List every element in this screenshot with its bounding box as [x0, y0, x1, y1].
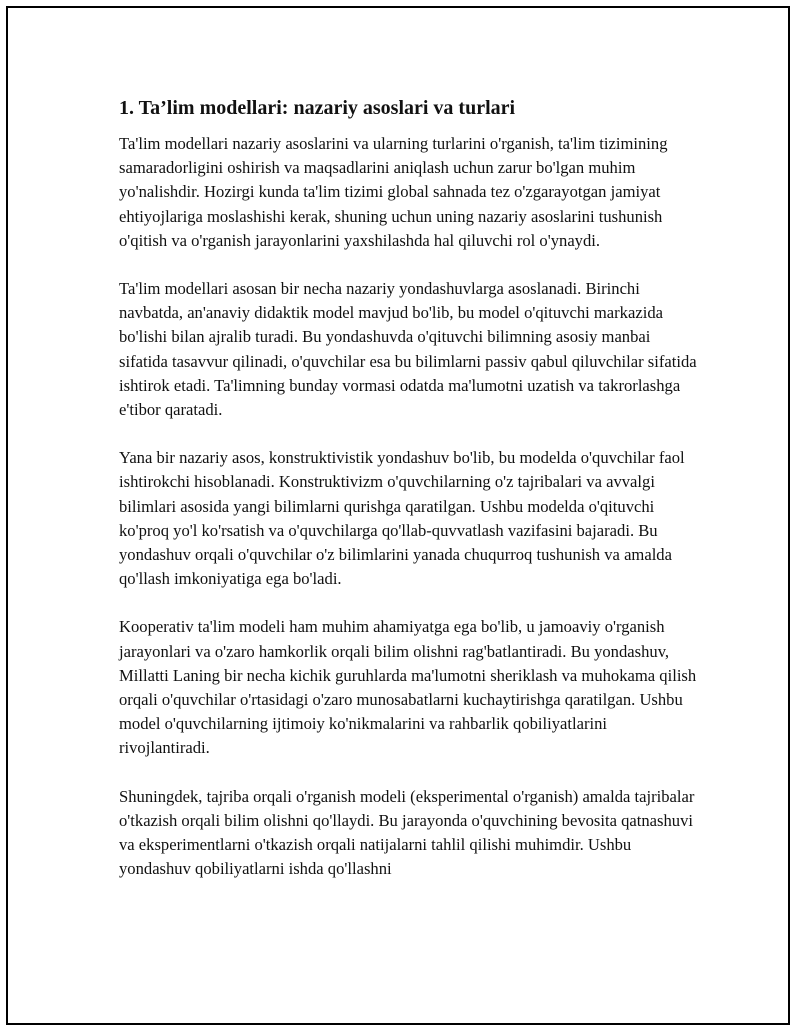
- paragraph-traditional-model: Ta'lim modellari asosan bir necha nazariy yondashuvlarga asoslanadi. Birinchi navbatda, an'anaviy didaktik model mavjud bo'lib, bu model o'qituvchi markazida bo'lishi bilan ajralib turadi. Bu yondashuvda o'qituvchi bilimning asosiy manbai sifatida tasavvur qilinadi, o'quvchilar esa bu bilimlarni passiv qabul qiluvchilar sifatida ishtirok etadi. Ta'limning bunday vormasi odatda ma'lumotni uzatish va takrorlashga e'tibor qaratadi.: [119, 279, 697, 420]
- paragraph-constructivist-model: Yana bir nazariy asos, konstruktivistik yondashuv bo'lib, bu modelda o'quvchilar faol ishtirokchi hisoblanadi. Konstruktivizm o'quvchilarning o'z tajribalari va avvalgi bilimlari asosida yangi bilimlarni qurishga qaratilgan. Ushbu modelda o'qituvchi ko'proq yo'l ko'rsatish va o'quvchilarga qo'llab-quvvatlash vazifasini bajaradi. Bu yondashuv orqali o'quvchilar o'z bilimlarini yanada chuqurroq tushunish va amalda qo'llash imkoniyatiga ega bo'ladi.: [119, 448, 685, 589]
- paragraph-cooperative-model: Kooperativ ta'lim modeli ham muhim ahamiyatga ega bo'lib, u jamoaviy o'rganish jarayonlari va o'zaro hamkorlik orqali bilim olishni rag'batlantiradi. Bu yondashuv, Millatti Laning bir necha kichik guruhlarda ma'lumotni sheriklash va muhokama qilish orqali o'quvchilar o'rtasidagi o'zaro munosabatlarni kuchaytirishga qaratilgan. Ushbu model o'quvchilarning ijtimoiy ko'nikmalarini va rahbarlik qobiliyatlarini rivojlantiradi.: [119, 617, 697, 758]
- paragraph-experiential-model: Shuningdek, tajriba orqali o'rganish modeli (eksperimental o'rganish) amalda tajribalar o'tkazish orqali bilim olishni qo'llaydi. Bu jarayonda o'quvchining bevosita qatnashuvi va eksperimentlarni o'tkazish orqali natijalarni tahlil qilishi muhimdir. Ushbu yondashuv qobiliyatlarni ishda qo'llashni: [119, 786, 695, 879]
- document-page: [6, 6, 790, 1025]
- section-heading: 1. Ta’lim modellari: nazariy asoslari va turlari: [119, 97, 516, 119]
- paragraph-intro: Ta'lim modellari nazariy asoslarini va ularning turlarini o'rganish, ta'lim tizimining samaradorligini oshirish va maqsadlarini aniqlash uchun zarur bo'lgan muhim yo'nalishdir. Hozirgi kunda ta'lim tizimi global sahnada tez o'zgarayotgan jamiyat ehtiyojlariga moslashishi kerak, shuning uchun uning nazariy asoslarini tushunish o'qitish va o'rganish jarayonlarini yaxshilashda hal qiluvchi rol o'ynaydi.: [119, 134, 668, 250]
- document-body: [119, 96, 699, 905]
